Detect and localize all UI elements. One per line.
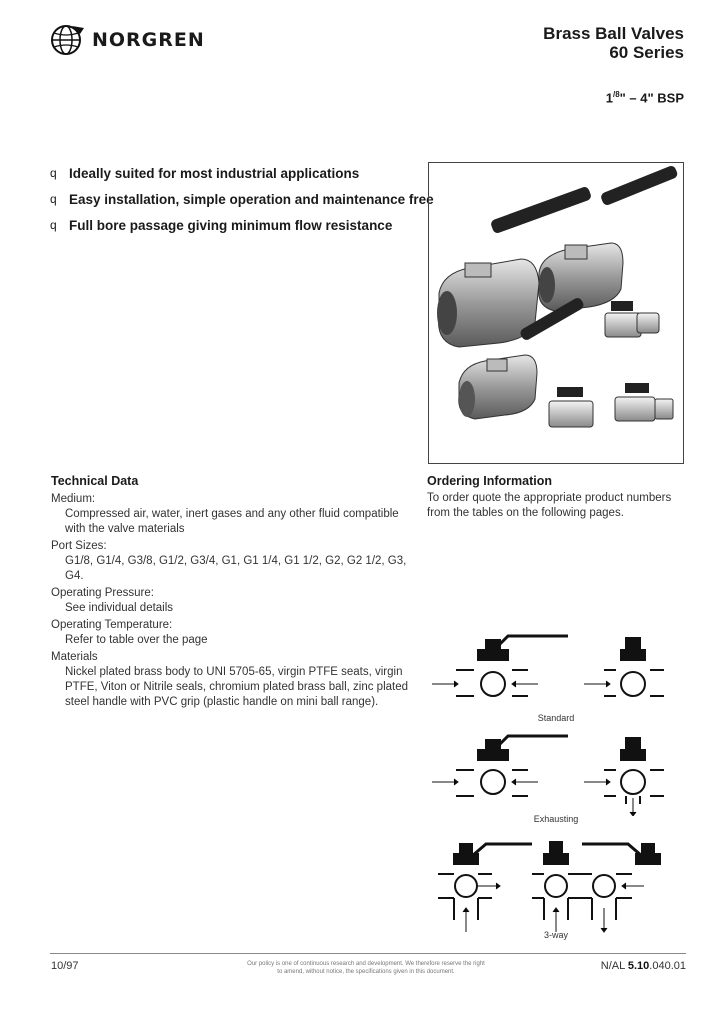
temperature-label: Operating Temperature: (51, 619, 173, 631)
pressure-value: See individual details (65, 602, 174, 614)
product-photo (428, 162, 684, 464)
feature-text: Easy installation, simple operation and maintenance free (69, 191, 434, 207)
size-range-sup: /8 (612, 90, 620, 99)
size-range (606, 90, 684, 105)
port-sizes-label: Port Sizes: (51, 540, 107, 552)
medium-label: Medium: (51, 493, 96, 505)
technical-heading: Technical Data (51, 474, 139, 488)
ref-suffix: .040.01 (649, 960, 686, 972)
footer-reference (601, 960, 686, 972)
feature-text: Full bore passage giving minimum flow resistance (69, 217, 393, 233)
standard-valve-diagram (428, 632, 684, 714)
materials-label: Materials (51, 651, 98, 663)
footer-rule (50, 953, 686, 954)
footer-disclaimer (236, 960, 496, 976)
ordering-text: To order quote the appropriate product numbers from the tables on the following pages. (427, 492, 672, 519)
ordering-heading: Ordering Information (427, 474, 552, 488)
technical-data (51, 474, 411, 710)
disclaimer-line-2: to amend, without notice, the specifications given in this document. (277, 969, 455, 975)
bullet-marker: q (50, 166, 57, 180)
title-line-1: Brass Ball Valves (543, 24, 684, 43)
ordering-information (427, 474, 687, 521)
three-way-valve-diagram (428, 834, 684, 934)
bullet-marker: q (50, 218, 57, 232)
feature-item (50, 186, 434, 212)
feature-item (50, 212, 434, 238)
exhausting-caption: Exhausting (533, 814, 579, 824)
three-way-caption: 3-way (543, 930, 568, 940)
globe-icon (50, 24, 86, 56)
size-range-rest: " – 4" BSP (619, 90, 684, 106)
ref-bold: 5.10 (627, 960, 650, 972)
footer-date: 10/97 (51, 960, 79, 972)
size-range-prefix: 1 (605, 90, 613, 106)
feature-text: Ideally suited for most industrial applications (69, 165, 360, 181)
brand-name: NORGREN (92, 29, 205, 51)
ref-prefix: N/AL (600, 960, 628, 972)
title-line-2: 60 Series (609, 43, 684, 62)
norgren-logo (50, 24, 205, 56)
page-title (543, 24, 684, 62)
disclaimer-line-1: Our policy is one of continuous research and development. We therefore reserve the right (247, 961, 485, 967)
temperature-value: Refer to table over the page (65, 634, 208, 646)
pressure-label: Operating Pressure: (51, 587, 154, 599)
bullet-marker: q (50, 192, 57, 206)
materials-value: Nickel plated brass body to UNI 5705-65, virgin PTFE seats, virgin PTFE, Viton or Nitrile seals, chromium plated brass ball, zinc plated steel handle with PVC grip (plastic handle on mini ball range). (65, 666, 409, 708)
exhausting-valve-diagram (428, 732, 684, 816)
feature-item (50, 160, 434, 186)
ball-valves-illustration (429, 163, 683, 463)
feature-list (50, 160, 434, 238)
port-sizes-value: G1/8, G1/4, G3/8, G1/2, G3/4, G1, G1 1/4, G1 1/2, G2, G2 1/2, G3, G4. (65, 555, 407, 582)
medium-value: Compressed air, water, inert gases and any other fluid compatible with the valve materials (65, 508, 399, 535)
standard-caption: Standard (537, 713, 575, 723)
